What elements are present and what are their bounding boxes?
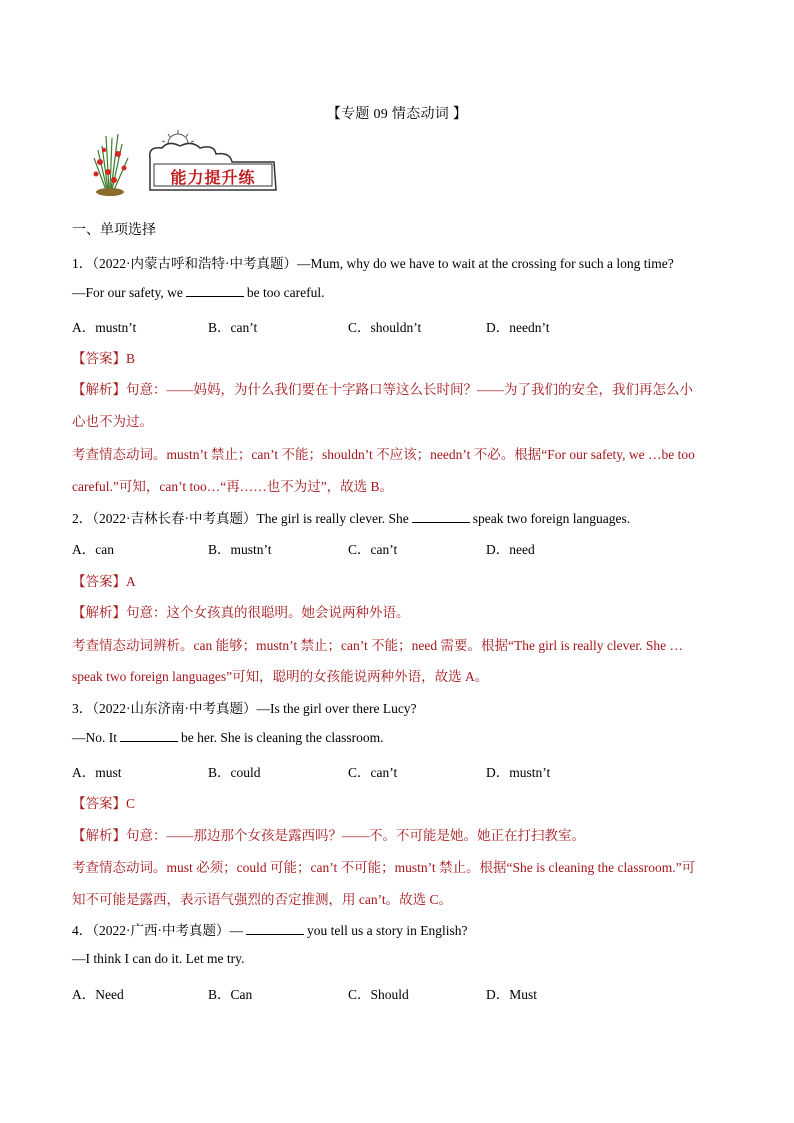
question-2-explanation-cont: speak two foreign languages”可知，聪明的女孩能说两种外语，故选 A。 — [72, 669, 489, 684]
option-c: C．can’t — [348, 765, 398, 780]
question-3-line2: —No. It be her. She is cleaning the classroom. — [72, 730, 384, 745]
question-3-analysis: 【解析】句意：——那边那个女孩是露西吗？——不。不可能是她。她正在打扫教室。 — [72, 828, 585, 843]
banner-label: 能力提升练 — [170, 168, 256, 187]
question-2-answer: 【答案】A — [72, 574, 136, 589]
question-4-line2: —I think I can do it. Let me try. — [72, 951, 245, 966]
answer-blank — [186, 284, 244, 297]
option-d: D．needn’t — [486, 320, 550, 335]
question-1-analysis: 【解析】句意：——妈妈，为什么我们要在十字路口等这么长时间？——为了我们的安全，我们再怎么小 — [72, 382, 693, 397]
option-c: C．Should — [348, 987, 409, 1002]
option-b: B．could — [208, 765, 261, 780]
question-3-answer: 【答案】C — [72, 796, 136, 811]
question-1-analysis-cont: 心也不为过。 — [72, 414, 153, 429]
question-3-stem: 3．（2022·山东济南·中考真题）—Is the girl over there Lucy? — [72, 701, 417, 716]
question-2-explanation: 考查情态动词辨析。can 能够；mustn’t 禁止；can’t 不能；need 需要。根据“The girl is really clever. She … — [72, 638, 684, 653]
section-banner — [88, 128, 288, 198]
option-b: B．Can — [208, 987, 253, 1002]
option-d: D．mustn’t — [486, 765, 551, 780]
question-1-stem: 1．（2022·内蒙古呼和浩特·中考真题）—Mum, why do we have to wait at the crossing for such a long time? — [72, 256, 674, 271]
page-title: 【专题 09 情态动词 】 — [326, 107, 468, 122]
section-heading: 一、单项选择 — [72, 223, 156, 238]
option-c: C．can’t — [348, 542, 398, 557]
option-b: B．can’t — [208, 320, 258, 335]
answer-blank — [412, 510, 470, 523]
question-3-explanation-cont: 知不可能是露西，表示语气强烈的否定推测，用 can’t。故选 C。 — [72, 892, 452, 907]
option-d: D．need — [486, 542, 535, 557]
question-4-stem: 4．（2022·广西·中考真题）— you tell us a story in English? — [72, 923, 468, 938]
answer-blank — [246, 922, 304, 935]
option-c: C．shouldn’t — [348, 320, 422, 335]
option-a: A．must — [72, 765, 122, 780]
question-2-analysis: 【解析】句意：这个女孩真的很聪明。她会说两种外语。 — [72, 605, 410, 620]
option-b: B．mustn’t — [208, 542, 272, 557]
option-a: A．can — [72, 542, 114, 557]
answer-blank — [120, 729, 178, 742]
question-1-explanation: 考查情态动词。mustn’t 禁止；can’t 不能；shouldn’t 不应该；needn’t 不必。根据“For our safety, we …be too — [72, 447, 695, 462]
question-3-explanation: 考查情态动词。must 必须；could 可能；can’t 不可能；mustn’t 禁止。根据“She is cleaning the classroom.”可 — [72, 860, 696, 875]
option-a: A．mustn’t — [72, 320, 137, 335]
question-1-explanation-cont: careful.”可知，can’t too…“再……也不为过”，故选 B。 — [72, 479, 394, 494]
question-1-answer: 【答案】B — [72, 351, 136, 366]
question-2-stem: 2．（2022·吉林长春·中考真题）The girl is really clever. She speak two foreign languages. — [72, 511, 631, 526]
option-a: A．Need — [72, 987, 124, 1002]
question-1-line2: —For our safety, we be too careful. — [72, 285, 325, 300]
option-d: D．Must — [486, 987, 538, 1002]
